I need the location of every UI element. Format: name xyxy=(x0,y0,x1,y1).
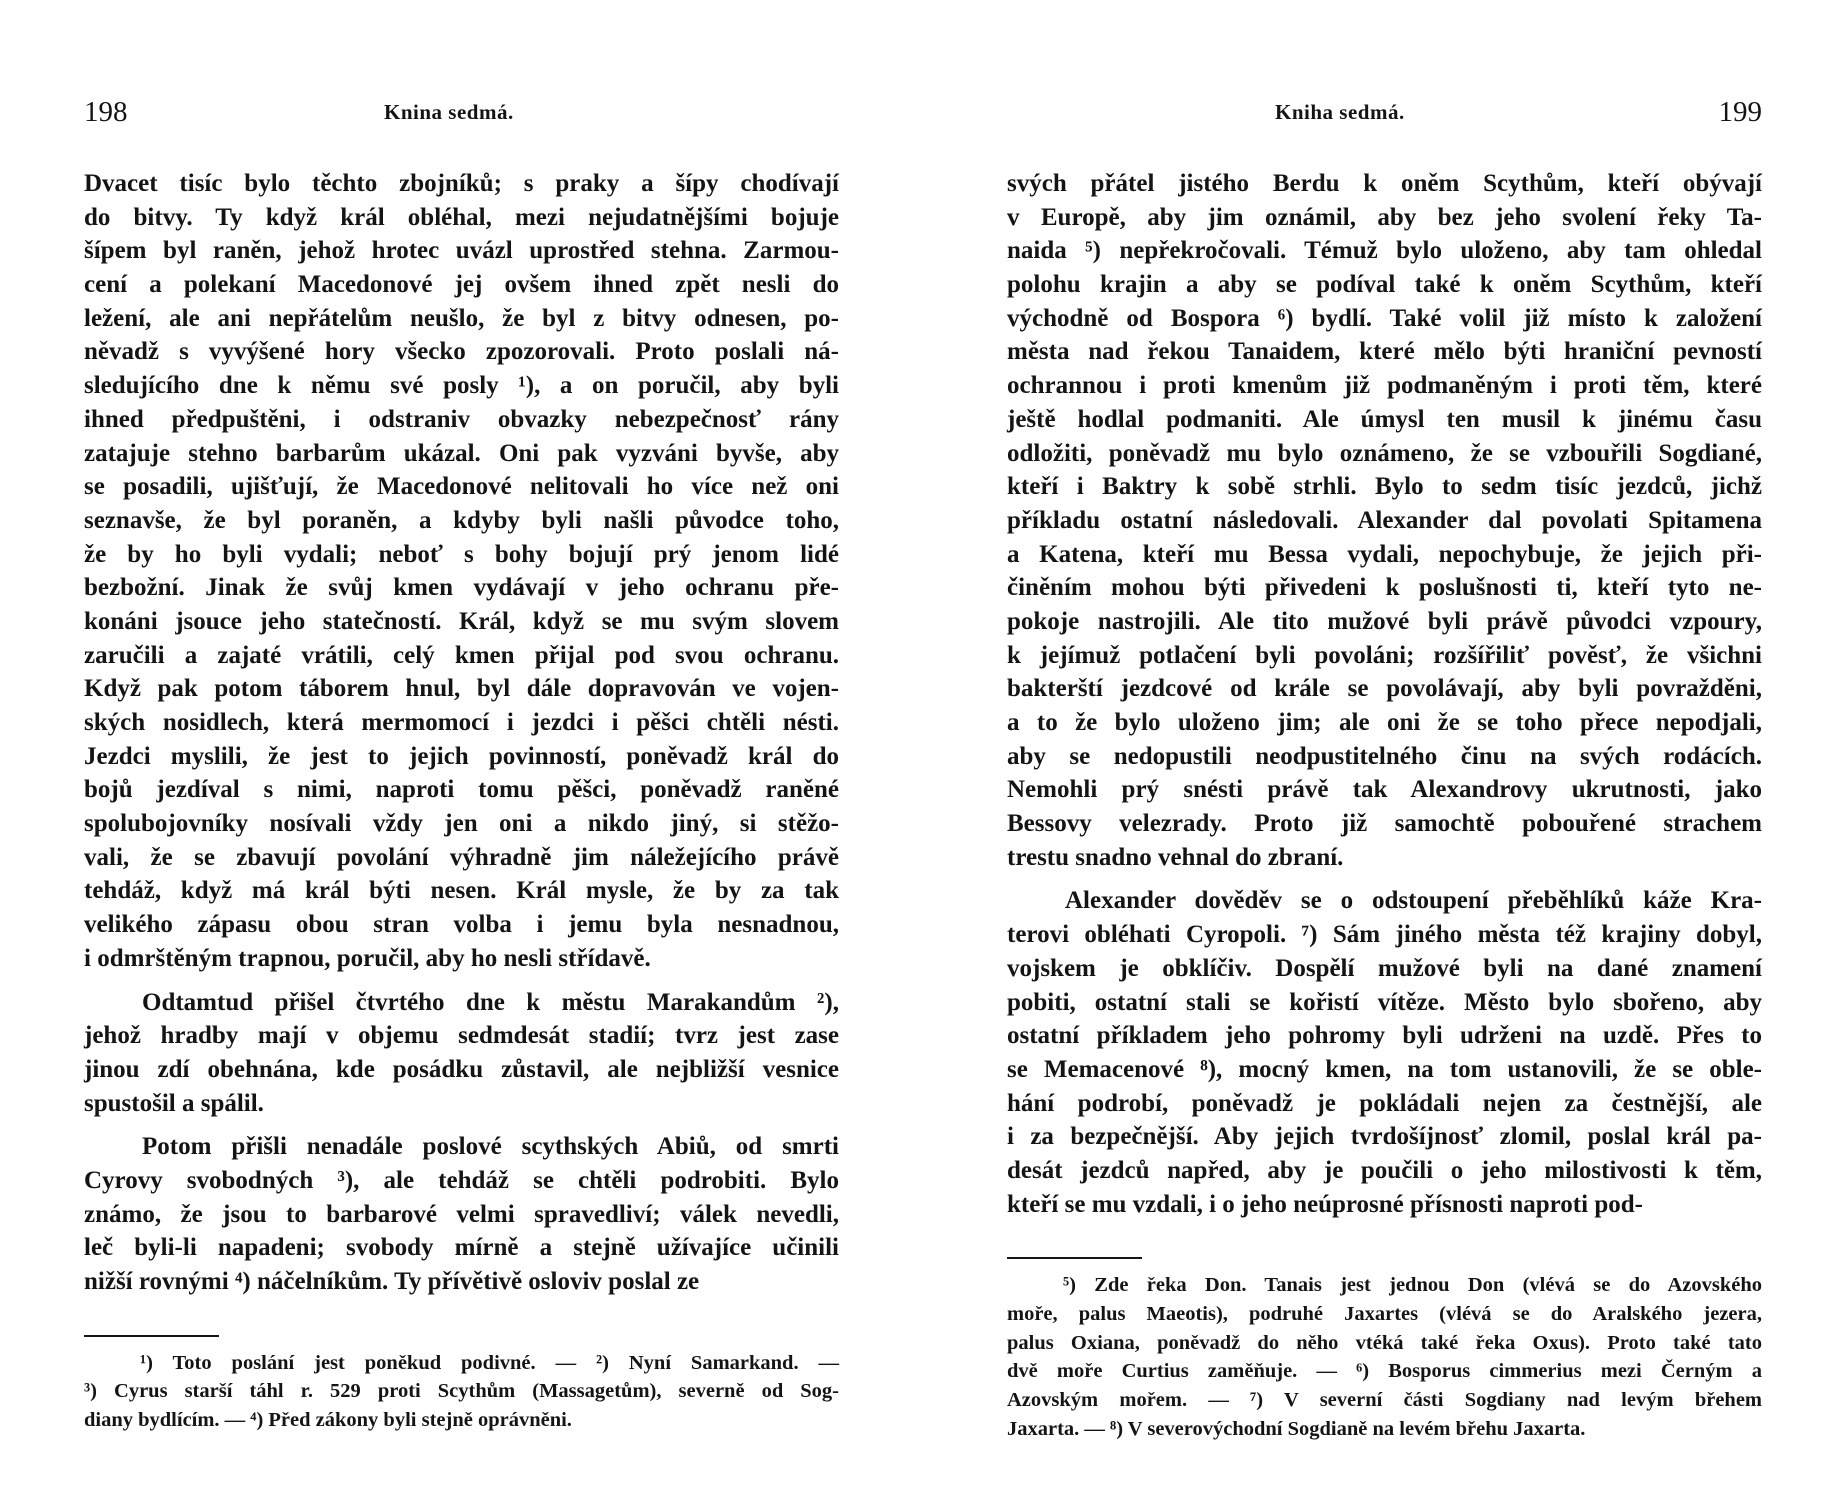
text-line: něvadž s vyvýšené hory všecko zpozorovali. Proto poslali ná- xyxy=(84,338,839,366)
text-line: a Katena, kteří mu Bessa vydali, nepochybuje, že jejich při- xyxy=(1007,540,1762,568)
text-line: velikého zápasu obou stran volba i jemu byla nesnadnou, xyxy=(84,911,839,939)
right-page xyxy=(1007,0,1762,1500)
text-line: svých přátel jistého Berdu k oněm Scythům, kteří obývají xyxy=(1007,170,1762,197)
text-line: seznavše, že byl poraněn, a kdyby byli našli původce toho, xyxy=(84,506,839,534)
text-line: a to že bylo uloženo jim; ale oni že se toho přece nepodjali, xyxy=(1007,709,1762,736)
footnote-line: ³) Cyrus starší táhl r. 529 proti Scythům (Massagetům), severně od Sog- xyxy=(84,1380,839,1403)
running-head: Knina sedmá. xyxy=(384,100,514,124)
text-line: zaručili a zajaté vrátili, celý kmen přijal pod svou ochranu. xyxy=(84,641,839,669)
text-line: ochrannou i proti kmenům již podmaněným i proti těm, které xyxy=(1007,372,1762,400)
text-line: desát jezdců napřed, aby je poučili o jeho milostivosti k těm, xyxy=(1007,1156,1762,1184)
text-line: do bitvy. Ty když král obléhal, mezi nejudatnějšími bojuje xyxy=(84,203,839,231)
page-number: 199 xyxy=(1718,96,1762,128)
paragraph xyxy=(1007,884,1762,1221)
text-line: vali, že se zbavují povolání výhradně jim náležejícího právě xyxy=(84,843,839,871)
text-line: města nad řekou Tanaidem, které mělo býti hraniční pevností xyxy=(1007,338,1762,366)
text-line: polohu krajin a aby se podíval také k oněm Scythům, kteří xyxy=(1007,271,1762,299)
footnote-line: Jaxarta. — ⁸) V severovýchodní Sogdianě na levém břehu Jaxarta. xyxy=(1007,1417,1586,1440)
paragraph xyxy=(1007,167,1762,874)
text-line: bojů jezdíval s nimi, naproti tomu pěšci, poněvadž raněné xyxy=(84,776,839,804)
paragraph xyxy=(84,1130,839,1298)
text-line: i za bezpečnější. Aby jejich tvrdošíjnosť zlomil, poslal král pa- xyxy=(1007,1123,1762,1151)
text-line: k jejímuž potlačení byli povoláni; rozšířiliť pověsť, že všichni xyxy=(1007,641,1762,669)
text-line: pokoje nastrojili. Ale tito mužové byli právě původci vzpoury, xyxy=(1007,607,1762,635)
footnotes xyxy=(1007,1271,1762,1443)
text-line: odložiti, poněvadž mu bylo oznámeno, že se vzbouřili Sogdiané, xyxy=(1007,439,1762,467)
text-line: ještě hodlal podmaniti. Ale úmysl ten musil k jinému času xyxy=(1007,405,1762,433)
text-line: že by ho byli vydali; neboť s bohy bojují prý jenom lidé xyxy=(84,540,839,568)
text-line: Dvacet tisíc bylo těchto zbojníků; s praky a šípy chodívají xyxy=(84,170,839,197)
body-text xyxy=(1007,167,1762,1443)
text-line: zatajuje stehno barbarům ukázal. Oni pak vyzváni byvše, aby xyxy=(84,439,839,467)
text-line: konáni jsouce jeho statečností. Král, když se mu svým slovem xyxy=(84,607,839,635)
body-text xyxy=(84,167,839,1435)
text-line: Jezdci myslili, že jest to jejich povinností, poněvadž král do xyxy=(84,742,839,770)
text-line: činěním mohou býti přivedeni k poslušnosti ti, kteří tyto ne- xyxy=(1007,574,1762,602)
running-head: Kniha sedmá. xyxy=(1275,100,1405,124)
text-line: nižší rovnými ⁴) náčelníkům. Ty přívětivě osloviv poslal ze xyxy=(84,1268,700,1295)
text-line: hání podrobí, poněvadž je pokládali nejen za čestnější, ale xyxy=(1007,1089,1762,1117)
text-line: bakterští jezdcové od krále se povolávají, aby byli povražděni, xyxy=(1007,675,1762,703)
text-line: terovi obléhati Cyropoli. ⁷) Sám jiného města též krajiny dobyl, xyxy=(1007,921,1762,949)
page-number: 198 xyxy=(84,96,128,128)
text-line: Odtamtud přišel čtvrtého dne k městu Marakandům ²), xyxy=(142,988,839,1016)
text-line: bezbožní. Jinak že svůj kmen vydávají v jeho ochranu pře- xyxy=(84,574,839,602)
footnote-divider xyxy=(1007,1257,1142,1259)
text-line: v Europě, aby jim oznámil, aby bez jeho svolení řeky Ta- xyxy=(1007,203,1762,231)
text-line: Cyrovy svobodných ³), ale tehdáž se chtěli podrobiti. Bylo xyxy=(84,1166,839,1194)
text-line: naida ⁵) nepřekročovali. Témuž bylo uloženo, aby tam ohledal xyxy=(1007,237,1762,265)
text-line: aby se nedopustili neodpustitelného činu na svých rodácích. xyxy=(1007,742,1762,770)
text-line: Alexander dověděv se o odstoupení přeběhlíků káže Kra- xyxy=(1065,887,1762,915)
text-line: trestu snadno vehnal do zbraní. xyxy=(1007,843,1344,871)
text-line: i odmrštěným trapnou, poručil, aby ho nesli střídavě. xyxy=(84,944,651,972)
text-line: příkladu ostatní následovali. Alexander dal povolati Spitamena xyxy=(1007,506,1762,534)
paragraph xyxy=(84,986,839,1121)
text-line: Nemohli prý snésti právě tak Alexandrovy ukrutnosti, jako xyxy=(1007,776,1762,804)
footnote-line: ⁵) Zde řeka Don. Tanais jest jednou Don (vlévá se do Azovského xyxy=(1063,1274,1762,1297)
footnote-line: palus Oxiana, poněvadž do něho vtéká také řeka Oxus). Proto také tato xyxy=(1007,1331,1762,1354)
text-line: leč byli-li napadeni; svobody mírně a stejně užívajíce učinili xyxy=(84,1234,839,1262)
text-line: cení a polekaní Macedonové jej ovšem ihned zpět nesli do xyxy=(84,271,839,299)
footnote-line: moře, palus Maeotis), podruhé Jaxartes (vlévá se do Aralského jezera, xyxy=(1007,1303,1762,1325)
footnote-line: ¹) Toto poslání jest poněkud podivné. — ²) Nyní Samarkand. — xyxy=(140,1351,839,1374)
text-line: Bessovy velezrady. Proto již samochtě pobouřené strachem xyxy=(1007,810,1762,838)
text-line: spustošil a spálil. xyxy=(84,1089,264,1117)
text-line: Když pak potom táborem hnul, byl dále dopravován ve vojen- xyxy=(84,675,839,703)
text-line: ských nosidlech, která mermomocí i jezdci i pěšci chtěli nésti. xyxy=(84,709,839,736)
text-line: východně od Bospora ⁶) bydlí. Také volil již místo k založení xyxy=(1007,304,1762,332)
left-page xyxy=(84,0,839,1500)
text-line: kteří se mu vzdali, i o jeho neúprosné přísnosti naproti pod- xyxy=(1007,1190,1643,1218)
paragraph xyxy=(84,167,839,976)
text-line: ležení, ale ani nepřátelům neušlo, že byl z bitvy odnesen, po- xyxy=(84,304,839,332)
text-line: vojskem je obklíčiv. Dospělí mužové byli na dané znamení xyxy=(1007,954,1762,982)
text-line: známo, že jsou to barbarové velmi spravedliví; válek nevedli, xyxy=(84,1200,839,1228)
footnotes xyxy=(84,1349,839,1435)
footnote-line: dvě moře Curtius zaměňuje. — ⁶) Bosporus cimmerius mezi Černým a xyxy=(1007,1360,1762,1383)
footnote-line: Azovským mořem. — ⁷) V severní části Sogdiany nad levým břehem xyxy=(1007,1389,1762,1412)
text-line: se Memacenové ⁸), mocný kmen, na tom ustanovili, že se oble- xyxy=(1007,1055,1762,1083)
text-line: jinou zdí obehnána, kde posádku zůstavil, ale nejbližší vesnice xyxy=(84,1055,839,1083)
footnote-divider xyxy=(84,1335,219,1337)
text-line: ostatní příkladem jeho pohromy byli udrženi na uzdě. Přes to xyxy=(1007,1022,1762,1050)
text-line: spolubojovníky nosívali vždy jen oni a nikdo jiný, si stěžo- xyxy=(84,810,839,838)
text-line: sledujícího dne k němu své posly ¹), a on poručil, aby byli xyxy=(84,372,839,400)
text-line: pobiti, ostatní stali se kořistí vítěze. Město bylo sbořeno, aby xyxy=(1007,988,1762,1016)
text-line: šípem byl raněn, jehož hrotec uvázl uprostřed stehna. Zarmou- xyxy=(84,237,839,265)
footnote-line: diany bydlícím. — ⁴) Před zákony byli stejně oprávněni. xyxy=(84,1409,572,1432)
text-line: ihned předpuštěni, i odstraniv obvazky nebezpečnosť rány xyxy=(84,405,839,433)
text-line: Potom přišli nenadále poslové scythských Abiů, od smrti xyxy=(142,1133,839,1161)
text-line: jehož hradby mají v objemu sedmdesát stadií; tvrz jest zase xyxy=(84,1022,839,1050)
text-line: tehdáž, když má král býti nesen. Král mysle, že by za tak xyxy=(84,877,839,905)
text-line: se posadili, ujišťují, že Macedonové nelitovali ho více než oni xyxy=(84,473,839,501)
text-line: kteří i Baktry k sobě strhli. Bylo to sedm tisíc jezdců, jichž xyxy=(1007,473,1762,501)
